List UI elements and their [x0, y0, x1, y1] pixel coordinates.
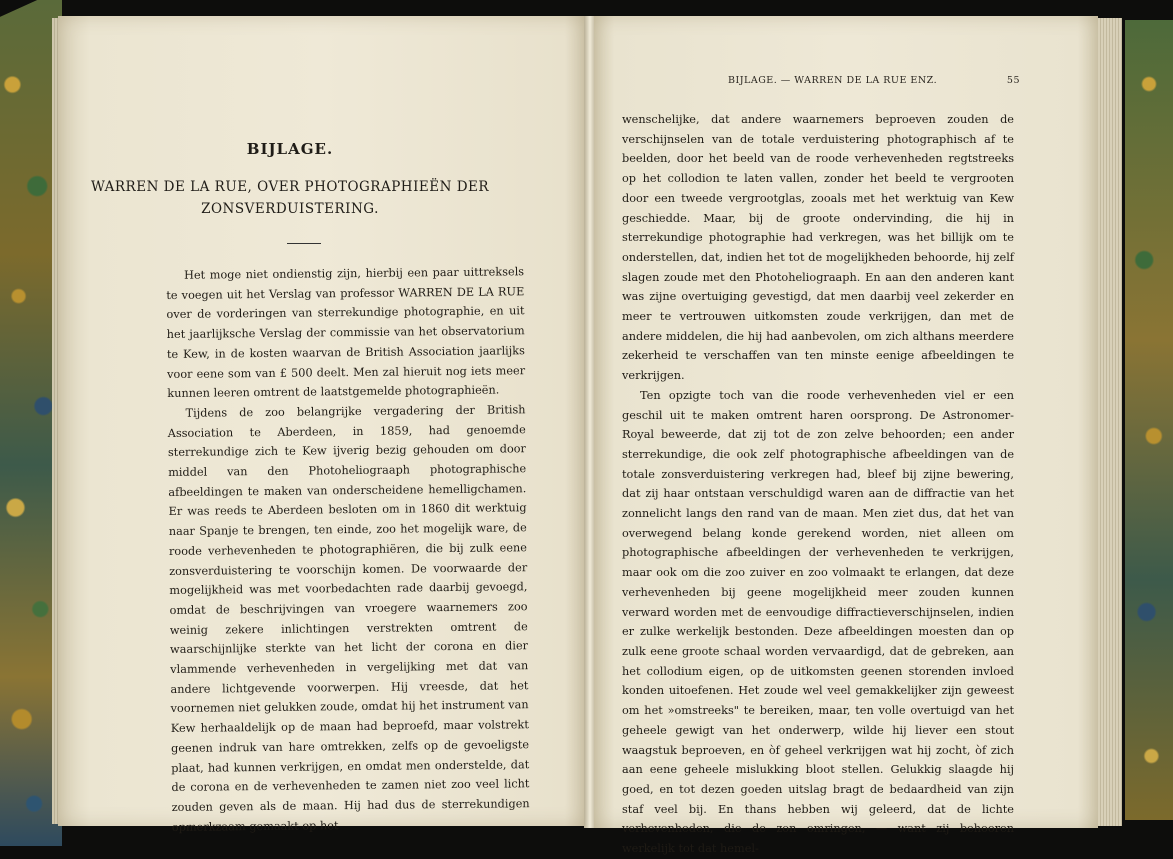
right-page-body [622, 110, 1014, 859]
left-page-body [166, 262, 530, 837]
page-number: 55 [1006, 75, 1020, 86]
appendix-title: BIJLAGE. [246, 140, 334, 158]
running-head-title: BIJLAGE. — WARREN DE LA RUE ENZ. [728, 75, 938, 86]
appendix-subtitle [70, 176, 510, 220]
left-paragraph-2: Tijdens de zoo belangrijke vergadering der British Association te Aberdeen, in 1859, had genoemde sterrekundige zich te Kew ijverig bezig gehouden om door middel van den Photoheliograaph photographische afbeeldingen te maken van onderscheidene hemelligchamen. Er was reeds te Aberdeen besloten om in 1860 dit werktuig naar Spanje te brengen, ten einde, zoo het mogelijk ware, de roode verhevenheden te photographiëren, die bij zulk eene zonsverduistering te voorschijn komen. De voorwaarde der mogelijkheid was met voorbedachten rade daarbij gevoegd, omdat de beschrijvingen van vroegere waarnemers zoo weinig zekere inlichtingen verstrekten omtrent de waarschijnlijke sterkte van het licht der corona en dier vlammende verhevenheden in vergelijking met dat van andere lichtgevende voorwerpen. Hij vreesde, dat het voornemen niet gelukken zoude, omdat hij het instrument van Kew herhaaldelijk op de maan had beproefd, maar volstrekt geenen indruk van hare omtrekken, zelfs op de gevoeligste plaat, had kunnen verkrijgen, en omdat men onderstelde, dat de corona en de verhevenheden te zamen niet zoo veel licht zouden geven als de maan. Hij had dus de sterrekundigen opmerkzaam gemaakt op het [167, 403, 530, 834]
subtitle-line-2: ZONSVERDUISTERING. [201, 201, 379, 217]
marbled-endpaper-right [1125, 20, 1173, 820]
right-paragraph-1: wenschelijke, dat andere waarnemers beproeven zouden de verschijnselen van de totale verduistering photographisch af te beelden, door het beeld van de roode verhevenheden regtstreeks op het collodion te laten vallen, zonder het beeld te vergrooten door een tweede vergrootglas, zooals met het werktuig van Kew geschiedde. Maar, bij de groote ondervinding, die hij in sterrekundige photographie had verkregen, was het billijk om te onderstellen, dat, indien het tot de mogelijkheden behoorde, hij zelf slagen zoude met den Photoheliograaph. En aan den anderen kant was zijne overtuiging gevestigd, dat men daarbij veel zekerder en meer te vertrouwen uitkomsten zoude verkrijgen, dan met de andere middelen, die hij had aanbevolen, om zich althans meerdere zekerheid te verschaffen van ten minste eenige afbeeldingen te verkrijgen. [622, 113, 1014, 383]
left-paragraph-1: Het moge niet ondienstig zijn, hierbij een paar uittreksels te voegen uit het Verslag van professor WARREN DE LA RUE over de vorderingen van sterrekundige photographie, en uit het jaarlijksche Verslag der commissie van het observatorium te Kew, in de kosten waarvan de British Association jaarlijks voor eene som van £ 500 deelt. Men zal hieruit nog iets meer kunnen leeren omtrent de laatstgemelde photographieën. [166, 265, 526, 401]
page-edges-right [1098, 18, 1122, 826]
subtitle-line-1: WARREN DE LA RUE, OVER PHOTOGRAPHIEËN DER [90, 179, 490, 195]
title-divider [287, 243, 321, 244]
right-paragraph-2: Ten opzigte toch van die roode verhevenheden viel er een geschil uit te maken omtrent haren oorsprong. De Astronomer-Royal beweerde, dat zij tot de zon zelve behoorden; een ander sterrekundige, die ook zelf photographische afbeeldingen van de totale zonsverduistering verkregen had, bleef bij zijne bewering, dat zij haar ontstaan verschuldigd waren aan de diffractie van het zonnelicht langs den rand van de maan. Men ziet dus, dat het van overwegend belang konde gerekend worden, niet alleen om photographische afbeeldingen der verhevenheden te verkrijgen, maar ook om die zoo zuiver en zoo volmaakt te erlangen, dat deze verhevenheden bij geene mogelijkheid meer zouden kunnen verward worden met de eenvoudige diffractieverschijnselen, indien er zulke werkelijk bestonden. Deze afbeeldingen moesten dan op zulk eene groote schaal worden vervaardigd, dat de gebreken, aan het collodium eigen, op de uitkomsten geenen storenden invloed konden uitoefenen. Het zoude wel veel gemakkelijker zijn geweest om het »omstreeks" te bereiken, maar, ten volle overtuigd van het geheele gewigt van het onderwerp, wilde hij liever een stout waagstuk beproeven, en òf geheel verkrijgen wat hij zocht, òf zich aan eene geheele mislukking bloot stellen. Gelukkig slaagde hij goed, en tot dezen goeden uitslag bragt de bedaardheid van zijn staf veel bij. En thans hebben wij geleerd, dat de lichte verhevenheden, die de zon omringen, — want zij behooren werkelijk tot dat hemel- [622, 388, 1014, 856]
